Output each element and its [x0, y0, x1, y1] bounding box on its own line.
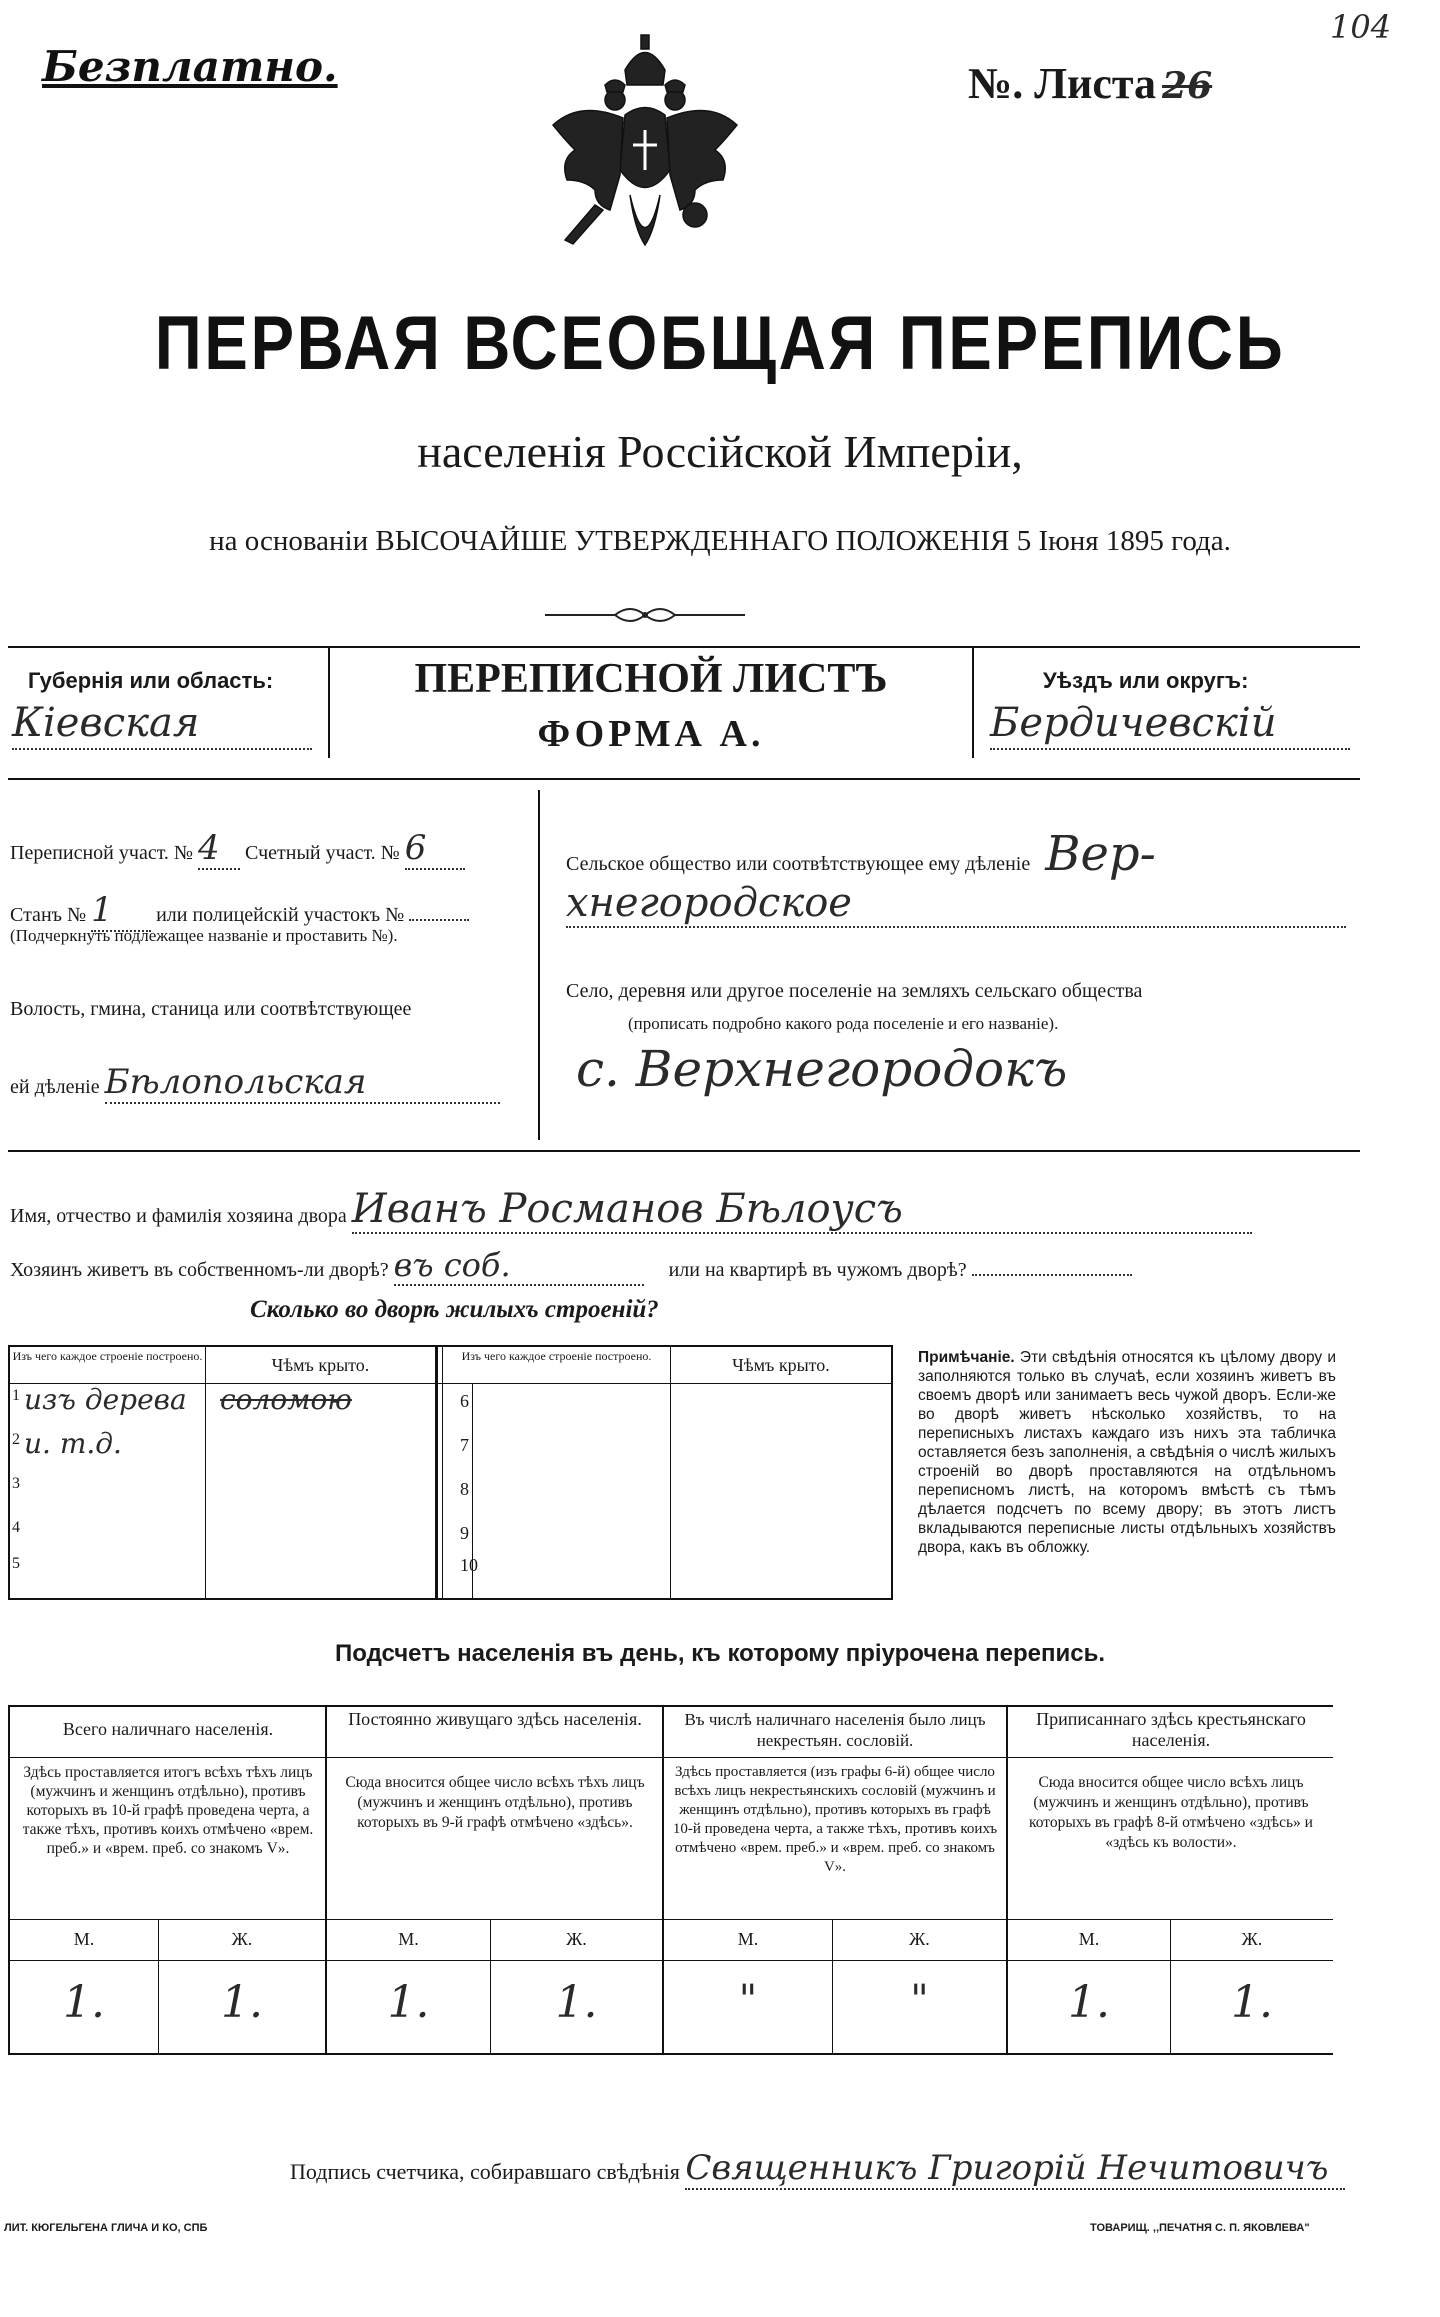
census-subtitle: населенія Россійской Имперіи,: [417, 426, 1023, 477]
pop-col4-f-label: Ж.: [1241, 1929, 1263, 1949]
society-value-a: Вер-: [1045, 826, 1156, 882]
note-text: Эти свѣдѣнія относятся къ цѣлому двору и заполняются только въ случаѣ, если хозяинъ живетъ въ своемъ дворѣ или занимаетъ весь чужой дворъ. Если-же во дворѣ живетъ нѣсколько хозяйствъ, то на переписныхъ листахъ каждаго изъ нихъ эта табличка оставляется безъ заполненія, а свѣдѣнія о числѣ жилыхъ строеній во дворѣ проставляются на отдѣльномъ переписномъ листѣ, на которомъ вмѣстѣ съ тѣмъ дѣлается подсчетъ по всему двору; въ этотъ листъ вкладываются переписные листы отдѣльныхъ хозяйствъ двора, какъ въ обложку.: [918, 1349, 1336, 1556]
society-row: [566, 826, 1156, 882]
pop-col3-m-value: ": [738, 1977, 758, 2023]
row1-roof: соломою: [220, 1383, 352, 1416]
volost-label: Волость, гмина, станица или соотвѣтствующее: [10, 998, 412, 1020]
row-num-5: 5: [12, 1555, 20, 1572]
col-material-right: Изъ чего каждое строеніе построено.: [461, 1349, 652, 1363]
pop-col4-f-value: 1.: [1231, 1977, 1273, 2028]
pop-col2-m-value: 1.: [387, 1977, 430, 2028]
archive-page-number: 104: [1330, 8, 1392, 46]
row1-material: изъ дерева: [24, 1383, 187, 1416]
col-roof-right: Чѣмъ крыто.: [732, 1355, 830, 1375]
pop-col1-desc: Здѣсь проставляется итогъ всѣхъ тѣхъ лицъ (мужчинъ и женщинъ отдѣльно), противъ которыхъ въ 10-й графѣ проведена черта, а также тѣхъ, противъ коихъ отмѣчено «врем. преб.» и «врем. преб. со знакомъ V».: [22, 1764, 314, 1857]
owner-row: [10, 1186, 1252, 1234]
pop-col2-m-label: М.: [398, 1929, 419, 1949]
province-label: Губернія или область:: [28, 668, 274, 693]
imperial-eagle-emblem: [545, 30, 745, 290]
row-num-8: 8: [460, 1479, 469, 1499]
pop-col3-f-label: Ж.: [909, 1929, 930, 1949]
pop-col4-desc: Сюда вносится общее число всѣхъ лицъ (мужчинъ и женщинъ отдѣльно), противъ которыхъ въ графѣ 8-й отмѣчено «здѣсь» и «здѣсь къ волости».: [1029, 1774, 1313, 1851]
pop-col2-header: Постоянно живущаго здѣсь населенія.: [348, 1709, 642, 1729]
form-top-rule: [8, 646, 1360, 648]
row-num-10: 10: [460, 1555, 478, 1575]
underline-note: (Подчеркнуть подлежащее названіе и проставить №).: [10, 926, 398, 945]
counting-section-label: Счетный участ. №: [245, 842, 400, 864]
stan-label: Станъ №: [10, 904, 87, 926]
row-num-6: 6: [460, 1391, 469, 1411]
form-subtitle: ФОРМА А.: [537, 713, 765, 755]
row-num-4: 4: [12, 1519, 20, 1536]
sheet-number-label: №. Листа: [968, 59, 1157, 108]
division-value: Бѣлопольская: [105, 1062, 500, 1104]
own-yard-value: въ соб.: [394, 1246, 644, 1286]
own-yard-row: [10, 1246, 1132, 1286]
owner-label: Имя, отчество и фамилія хозяина двора: [10, 1205, 347, 1227]
division-row: [10, 1062, 500, 1104]
pop-col2-f-value: 1.: [555, 1977, 598, 2028]
counting-section-value: 6: [405, 828, 465, 870]
pop-col3-desc: Здѣсь проставляется (изъ графы 6-й) общее число всѣхъ лицъ некрестьянскихъ сословій (мужчинъ и женщинъ отдѣльно), противъ которыхъ въ графѣ 10-й проведена черта, а также тѣхъ, противъ коихъ отмѣчено «врем. преб.» и «врем. преб. со знакомъ V».: [672, 1764, 998, 1875]
buildings-label: Сколько во дворѣ жилыхъ строеній?: [250, 1296, 659, 1323]
division-label: ей дѣленіе: [10, 1076, 100, 1098]
village-value: с. Верхнегородокъ: [576, 1040, 1068, 1098]
pop-col4-header: Приписаннаго здѣсь крестьянскаго населенія.: [1036, 1709, 1306, 1750]
own-yard-label: Хозяинъ живетъ въ собственномъ-ли дворѣ?: [10, 1259, 389, 1281]
rented-label: или на квартирѣ въ чужомъ дворѣ?: [668, 1259, 967, 1281]
signature-row: [290, 2148, 1345, 2190]
footer-printer-right: ТОВАРИЩ. ,,ПЕЧАТНЯ С. П. ЯКОВЛЕВА": [1090, 2222, 1310, 2234]
pop-col2-f-label: Ж.: [566, 1929, 587, 1949]
sheet-number: [968, 58, 1212, 109]
census-section-value: 4: [198, 828, 240, 870]
pop-col3-f-value: ": [910, 1977, 929, 2023]
pop-col3-m-label: М.: [737, 1929, 759, 1949]
signature-value: Священникъ Григорій Нечитовичъ: [685, 2148, 1345, 2190]
row2-mark: и. т.д.: [24, 1427, 122, 1460]
police-label: или полицейскій участокъ №: [156, 904, 405, 926]
ornament-divider: [545, 600, 745, 630]
district-label: Уѣздъ или округъ:: [1043, 668, 1249, 693]
province-value: Кіевская: [12, 700, 312, 750]
pop-col2-desc: Сюда вносится общее число всѣхъ тѣхъ лицъ (мужчинъ и женщинъ отдѣльно), противъ которыхъ въ 9-й графѣ отмѣчено «здѣсь».: [345, 1774, 645, 1831]
buildings-table: [8, 1345, 893, 1600]
row-num-2: 2: [12, 1431, 20, 1448]
district-value: Бердичевскій: [990, 700, 1350, 750]
col-roof-left: Чѣмъ крыто.: [271, 1355, 370, 1375]
buildings-note: [918, 1348, 1336, 1557]
population-table: [8, 1705, 1333, 2055]
census-section-label: Переписной участ. №: [10, 842, 194, 864]
pop-col4-m-label: М.: [1078, 1929, 1100, 1949]
row-num-7: 7: [460, 1435, 469, 1455]
form-title: ПЕРЕПИСНОЙ ЛИСТЪ: [414, 656, 888, 702]
row-num-9: 9: [460, 1523, 469, 1543]
row-num-1: 1: [12, 1387, 20, 1404]
pop-col4-m-value: 1.: [1068, 1977, 1110, 2028]
census-basis: на основаніи ВЫСОЧАЙШЕ УТВЕРЖДЕННАГО ПОЛОЖЕНІЯ 5 Іюня 1895 года.: [209, 525, 1231, 557]
village-label: Село, деревня или другое поселеніе на земляхъ сельскаго общества: [566, 980, 1143, 1002]
population-title: Подсчетъ населенія въ день, къ которому пріурочена перепись.: [335, 1640, 1105, 1667]
census-title: ПЕРВАЯ ВСЕОБЩАЯ ПЕРЕПИСЬ: [154, 301, 1286, 386]
owner-value: Иванъ Роcманов Бѣлоусъ: [352, 1186, 1252, 1234]
sheet-number-value: 26: [1162, 65, 1213, 107]
pop-col1-f-value: 1.: [221, 1977, 263, 2028]
free-label: Безплатно.: [42, 42, 338, 91]
census-section-row: [10, 828, 465, 870]
stan-value: 1: [91, 890, 151, 932]
pop-col1-m-value: 1.: [63, 1977, 105, 2028]
village-note: (прописать подробно какого рода поселеніе и его названіе).: [628, 1014, 1059, 1033]
col-material-left: Изъ чего каждое строеніе построено.: [12, 1349, 203, 1363]
note-title: Примѣчаніе.: [918, 1349, 1015, 1366]
pop-col1-f-label: Ж.: [231, 1929, 253, 1949]
signature-label: Подпись счетчика, собиравшаго свѣдѣнія: [290, 2159, 680, 2184]
society-label: Сельское общество или соотвѣтствующее ему дѣленіе: [566, 853, 1031, 875]
pop-col3-header: Въ числѣ наличнаго населенія было лицъ некрестьян. сословій.: [684, 1710, 986, 1750]
footer-printer-left: ЛИТ. КЮГЕЛЬГЕНА ГЛИЧА И КО, СПБ: [4, 2222, 208, 2234]
pop-col1-m-label: М.: [73, 1929, 95, 1949]
row-num-3: 3: [12, 1475, 20, 1492]
pop-col1-header: Всего наличнаго населенія.: [62, 1719, 274, 1739]
society-value-b: хнегородское: [566, 880, 1346, 928]
